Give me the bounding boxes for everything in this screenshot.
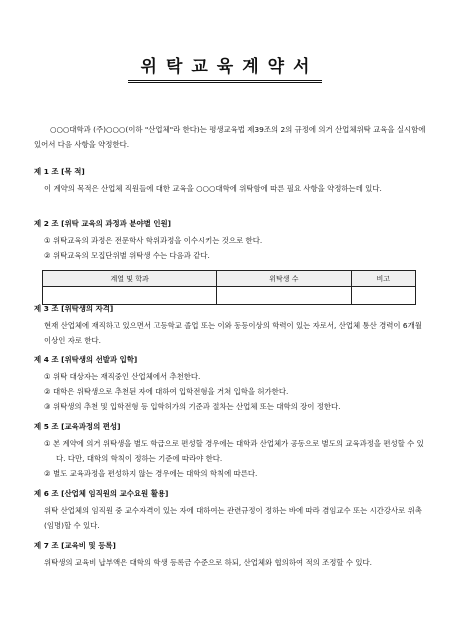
article-2: [34, 218, 426, 305]
table-cell[interactable]: [43, 287, 217, 305]
article-heading: 제 6 조 [산업체 임직원의 교수요원 활용]: [34, 489, 169, 498]
article-item: ② 대학은 위탁생으로 추천된 자에 대하여 입학전형을 거쳐 입학을 허가한다.: [44, 387, 289, 396]
article-body: 위탁 산업체의 임직원 중 교수자격이 있는 자에 대하여는 관련규정이 정하는 바에 따라 겸임교수 또는 시간강사로 위촉(임명)할 수 있다.: [44, 506, 422, 530]
article-heading: 제 2 조 [위탁 교육의 과정과 분야별 인원]: [34, 219, 172, 228]
article-7: [34, 540, 426, 570]
table-cell[interactable]: [217, 287, 351, 305]
article-6: [34, 488, 426, 533]
article-body: 이 계약의 목적은 산업체 직원들에 대한 교육을 ○○○대학에 위탁함에 따른 필요 사항을 약정하는데 있다.: [44, 184, 382, 193]
article-heading: 제 4 조 [위탁생의 선발과 입학]: [34, 355, 138, 364]
article-4: [34, 354, 426, 414]
article-heading: 제 1 조 [목 적]: [34, 167, 85, 176]
article-body: 위탁생의 교육비 납부액은 대학의 학생 등록금 수준으로 하되, 산업체와 협의하여 적의 조정할 수 있다.: [44, 558, 372, 567]
document-title: 위탁교육계약서: [128, 52, 323, 83]
article-item: ② 별도 교육과정을 편성하지 않는 경우에는 대학의 학칙에 따른다.: [44, 469, 258, 478]
title-block: [0, 52, 450, 83]
article-item: ① 위탁교육의 과정은 전문학사 학위과정을 이수시키는 것으로 한다.: [44, 236, 263, 245]
article-heading: 제 5 조 [교육과정의 편성]: [34, 422, 121, 431]
article-1: [34, 166, 426, 196]
article-heading: 제 7 조 [교육비 및 등록]: [34, 541, 116, 550]
article-3: [34, 303, 426, 348]
table-cell[interactable]: [351, 287, 415, 305]
article-item: ③ 위탁생의 추천 및 입학전형 등 입학허가의 기준과 절차는 산업체 또는 대학의 장이 정한다.: [44, 402, 341, 411]
article-heading: 제 3 조 [위탁생의 자격]: [34, 304, 114, 313]
table-row: [43, 287, 416, 305]
table-header-cell: 계열 및 학과: [43, 271, 217, 287]
article-item: ① 위탁 대상자는 재직중인 산업체에서 추천한다.: [44, 372, 201, 381]
article-body: 현재 산업체에 재직하고 있으면서 고등학교 졸업 또는 이와 동등이상의 학력이 있는 자로서, 산업체 통산 경력이 6개월 이상인 자로 한다.: [44, 321, 422, 345]
intro-paragraph: ○○○대학과 (주)○○○(이하 "산업체"라 한다)는 평생교육법 제39조의 2의 규정에 의거 산업체위탁 교육을 실시함에 있어서 다음 사항을 약정한다.: [34, 125, 426, 149]
article-item: ② 위탁교육의 모집단위별 위탁생 수는 다음과 같다.: [44, 251, 210, 260]
enrollment-table: [42, 270, 416, 305]
table-header-cell: 비고: [351, 271, 415, 287]
table-header-cell: 위탁생 수: [217, 271, 351, 287]
article-item: ① 본 계약에 의거 위탁생을 별도 학급으로 편성할 경우에는 대학과 산업체가 공동으로 별도의 교육과정을 편성할 수 있다. 다만, 대학의 학칙이 정하는 기준에 따라야 한다.: [44, 439, 424, 463]
article-5: [34, 421, 426, 481]
table-header-row: [43, 271, 416, 287]
